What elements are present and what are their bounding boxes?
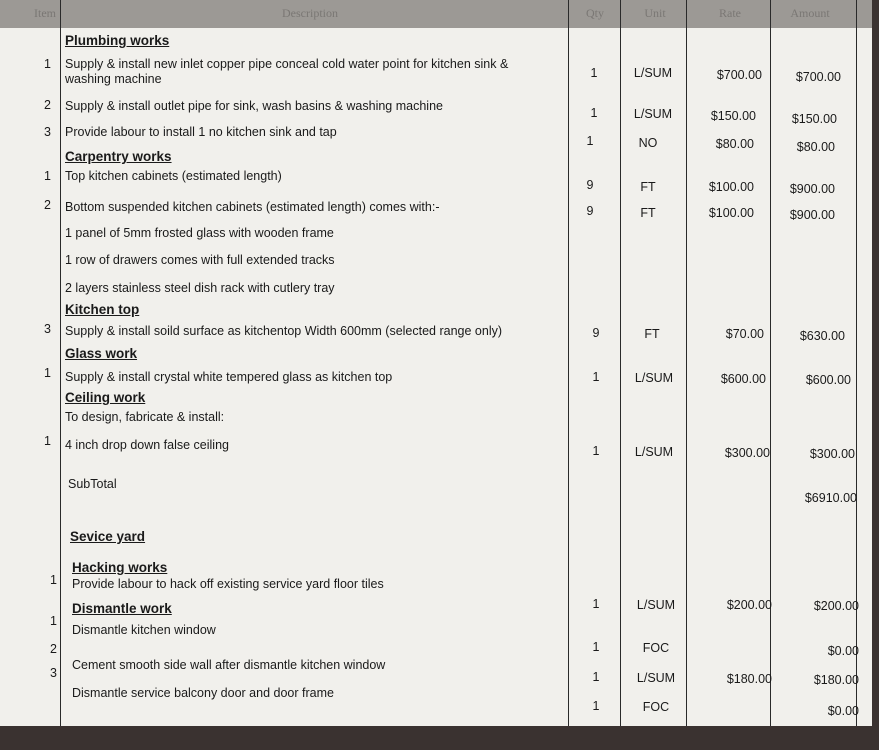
section-title: Glass work <box>65 346 138 361</box>
item-qty: 1 <box>592 640 600 654</box>
item-amount: $0.00 <box>827 644 859 658</box>
item-detail: To design, fabricate & install: <box>65 410 225 424</box>
item-rate: $300.00 <box>724 446 770 460</box>
item-number: 2 <box>50 642 57 656</box>
item-description: Provide labour to hack off existing service yard floor tiles <box>72 577 384 591</box>
item-qty: 1 <box>592 699 600 713</box>
section-title: Plumbing works <box>65 33 170 48</box>
item-unit: L/SUM <box>636 598 676 612</box>
item-number: 1 <box>44 57 51 71</box>
item-number: 1 <box>50 573 57 587</box>
subtotal-label: SubTotal <box>68 477 117 491</box>
column-divider <box>856 0 857 726</box>
item-rate: $200.00 <box>726 598 772 612</box>
item-rate: $70.00 <box>725 327 764 341</box>
item-description-cont: washing machine <box>65 72 162 86</box>
item-amount: $150.00 <box>791 112 837 126</box>
item-qty: 1 <box>592 597 600 611</box>
item-number: 3 <box>44 322 51 336</box>
header-qty: Qty <box>586 6 604 20</box>
item-number: 1 <box>44 169 51 183</box>
item-unit: L/SUM <box>634 371 674 385</box>
header-unit: Unit <box>644 6 666 20</box>
item-unit: NO <box>638 136 658 150</box>
item-unit: FT <box>644 327 660 341</box>
item-rate: $600.00 <box>720 372 766 386</box>
item-rate: $100.00 <box>708 180 754 194</box>
subtotal-amount: $6910.00 <box>804 491 857 505</box>
header-rate: Rate <box>719 6 741 20</box>
item-unit: L/SUM <box>634 445 674 459</box>
item-amount: $0.00 <box>827 704 859 718</box>
item-number: 3 <box>50 666 57 680</box>
item-description: Supply & install new inlet copper pipe conceal cold water point for kitchen sink & <box>65 57 509 71</box>
item-amount: $80.00 <box>796 140 835 154</box>
header-description: Description <box>282 6 338 20</box>
section-title: Ceiling work <box>65 390 146 405</box>
item-number: 3 <box>44 125 51 139</box>
item-description: Bottom suspended kitchen cabinets (estimated length) comes with:- <box>65 200 440 214</box>
item-rate: $100.00 <box>708 206 754 220</box>
item-unit: FOC <box>642 641 670 655</box>
item-description: Provide labour to install 1 no kitchen sink and tap <box>65 125 337 139</box>
section-title: Dismantle work <box>72 601 172 616</box>
item-qty: 9 <box>592 326 600 340</box>
item-unit: L/SUM <box>633 107 673 121</box>
item-number: 2 <box>44 198 51 212</box>
item-qty: 1 <box>592 444 600 458</box>
column-divider <box>770 0 771 726</box>
item-description: Top kitchen cabinets (estimated length) <box>65 169 282 183</box>
item-number: 1 <box>44 366 51 380</box>
item-qty: 9 <box>586 204 594 218</box>
item-description: Supply & install outlet pipe for sink, wash basins & washing machine <box>65 99 443 113</box>
item-amount: $300.00 <box>809 447 855 461</box>
column-divider <box>60 0 61 726</box>
header-item: Item <box>34 6 56 20</box>
column-divider <box>568 0 569 726</box>
item-detail: 1 row of drawers comes with full extended tracks <box>65 253 335 267</box>
header-amount: Amount <box>790 6 830 20</box>
item-detail: 2 layers stainless steel dish rack with cutlery tray <box>65 281 335 295</box>
item-unit: FT <box>640 206 656 220</box>
item-qty: 1 <box>592 370 600 384</box>
item-unit: L/SUM <box>633 66 673 80</box>
item-qty: 1 <box>592 670 600 684</box>
section-title: Kitchen top <box>65 302 140 317</box>
item-number: 1 <box>44 434 51 448</box>
item-description: 4 inch drop down false ceiling <box>65 438 229 452</box>
section-title: Carpentry works <box>65 149 172 164</box>
item-amount: $700.00 <box>795 70 841 84</box>
column-divider <box>620 0 621 726</box>
item-amount: $200.00 <box>813 599 859 613</box>
item-unit: L/SUM <box>636 671 676 685</box>
item-description: Dismantle kitchen window <box>72 623 216 637</box>
item-rate: $700.00 <box>716 68 762 82</box>
item-amount: $630.00 <box>799 329 845 343</box>
item-amount: $600.00 <box>805 373 851 387</box>
item-amount: $900.00 <box>789 182 835 196</box>
item-rate: $80.00 <box>715 137 754 151</box>
item-unit: FT <box>640 180 656 194</box>
item-description: Cement smooth side wall after dismantle kitchen window <box>72 658 386 672</box>
item-rate: $150.00 <box>710 109 756 123</box>
item-detail: 1 panel of 5mm frosted glass with wooden frame <box>65 226 334 240</box>
item-number: 1 <box>50 614 57 628</box>
column-divider <box>686 0 687 726</box>
item-description: Supply & install crystal white tempered glass as kitchen top <box>65 370 393 384</box>
item-qty: 1 <box>586 134 594 148</box>
item-number: 2 <box>44 98 51 112</box>
item-description: Dismantle service balcony door and door frame <box>72 686 334 700</box>
item-qty: 1 <box>590 66 598 80</box>
table-header <box>0 0 872 28</box>
item-rate: $180.00 <box>726 672 772 686</box>
section-title: Sevice yard <box>70 529 146 544</box>
item-unit: FOC <box>642 700 670 714</box>
item-amount: $900.00 <box>789 208 835 222</box>
item-qty: 1 <box>590 106 598 120</box>
item-amount: $180.00 <box>813 673 859 687</box>
item-qty: 9 <box>586 178 594 192</box>
section-title: Hacking works <box>72 560 168 575</box>
item-description: Supply & install soild surface as kitchentop Width 600mm (selected range only) <box>65 324 503 338</box>
